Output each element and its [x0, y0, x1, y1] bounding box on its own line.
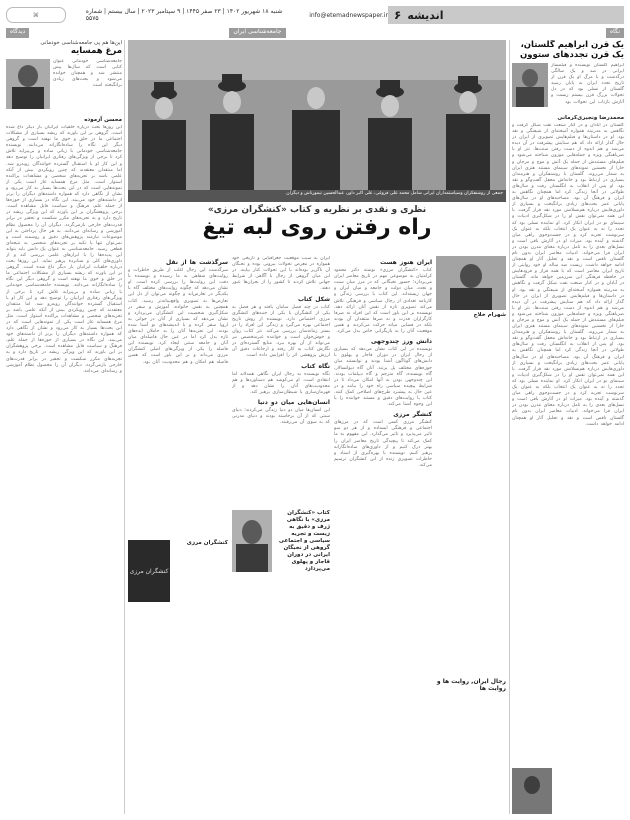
historical-group-photo	[128, 40, 506, 192]
email-link[interactable]: info@etemadnewspaper.ir	[309, 11, 388, 19]
page-number: ۶	[393, 8, 402, 22]
newspaper-logo: ⌘	[6, 7, 66, 23]
tag-right: نگاه	[606, 28, 624, 38]
scholar-photo	[232, 510, 272, 572]
book-quote	[173, 540, 228, 602]
date-line: شنبه ۱۸ شهریور ۱۴۰۲ | ۲۳ صفر ۱۴۴۵ | ۹ سپتامبر ۲۰۲۳ | سال بیستم | شماره ۵۵۷۵	[85, 8, 283, 22]
main-article	[128, 40, 506, 814]
right-author: محمدرضا ونجیری‌کرمانی	[557, 115, 624, 121]
article-text: ابراهیم گلستان نویسنده و فیلمساز ایرانی در صد و یک سالگی درگذشت و با مرگ او یک قرن از تاریخ تجدد ایران به پایان رسید گلستان از نسلی بود که در دل تحولات بزرگ قرن بیستم زیست و آثارش بازتاب این تحولات بود	[551, 63, 624, 105]
photo-caption: جمعی از روشنفکران وسیاستمداران ایرانی شامل محمد علی فروغی، علی اکبر داور، عبدالحسین تیمورتاش و دیگران	[128, 190, 506, 202]
section-banner	[388, 6, 624, 24]
left-column	[6, 40, 122, 814]
subheading: انسان‌هایی میان دو دنیا	[257, 398, 330, 406]
column-divider	[124, 40, 125, 814]
tag-middle: جامعه‌شناسی ایران	[229, 28, 285, 38]
main-headline: راه رفتن روی لبه تیغ	[202, 215, 432, 240]
main-author: شهرام خلاج	[473, 312, 506, 318]
section-title: اندیشه	[407, 8, 444, 22]
main-photo	[128, 40, 506, 202]
article-text: گلستان در آبادان و در کنار صنعت نفت شکل گرفت و نگاهش به مدرنیته همواره آمیخته‌ای از شیفتگی و نقد بود. او در داستان‌ها و فیلم‌هایش تصویری از ایران در حال گذار ارائه داد که هم ستایش پیشرفت در آن دیده می‌شد و هم اندوه از دست رفتن سنت‌ها. نثر او با ضرباهنگی ویژه و جمله‌هایی موزون شناخته می‌شود و فیلم‌های مستندش از جمله یک آتش و موج و مرجان و خارا از نخستین نمونه‌های سینمای مستند هنری ایران به شمار می‌روند. گلستان با روشنفکران و هنرمندان بسیاری در ارتباط بود و خانه‌اش محفل گفت‌وگو و نقد بود. او پس از انقلاب به انگلستان رفت و سال‌های طولانی در آنجا زندگی کرد اما همچنان نگاهش به ایران و فرهنگ آن بود. مصاحبه‌های او در سال‌های پایانی عمر بحث‌های زیادی برانگیخت و بسیاری از داوری‌هایش درباره هم‌نسلانش مورد نقد قرار گرفت. با این همه نمی‌توان نقش او را در شکل‌گیری ادبیات و سینمای نو در ایران انکار کرد. او نماینده نسلی بود که تجدد را نه به عنوان یک انتخاب بلکه به عنوان یک سرنوشت تجربه کرد و در جست‌وجوی راهی میان گذشته و آینده بود. میراث او در آثارش باقی است و نسل‌های بعدی را به تامل درباره معنای مدرن بودن در ایران فرا می‌خواند. ادبیات معاصر ایران بدون نام گلستان ناقص است و نقد و تحلیل آثار او همچنان ادامه خواهد داشت. زیست صد ساله او خود روایتی از تاریخ ایران معاصر است که با همه فراز و فرودهایش در حافظه فرهنگی این سرزمین خواهد ماند. گلستان در آبادان و در کنار صنعت نفت شکل گرفت و نگاهش به مدرنیته همواره آمیخته‌ای از شیفتگی و نقد بود. او در داستان‌ها و فیلم‌هایش تصویری از ایران در حال گذار ارائه داد که هم ستایش پیشرفت در آن دیده می‌شد و هم اندوه از دست رفتن سنت‌ها. نثر او با ضرباهنگی ویژه و جمله‌هایی موزون شناخته می‌شود و فیلم‌های مستندش از جمله یک آتش و موج و مرجان و خارا از نخستین نمونه‌های سینمای مستند هنری ایران به شمار می‌روند. گلستان با روشنفکران و هنرمندان بسیاری در ارتباط بود و خانه‌اش محفل گفت‌وگو و نقد بود. او پس از انقلاب به انگلستان رفت و سال‌های طولانی در آنجا زندگی کرد اما همچنان نگاهش به ایران و فرهنگ آن بود. مصاحبه‌های او در سال‌های پایانی عمر بحث‌های زیادی برانگیخت و بسیاری از داوری‌هایش درباره هم‌نسلانش مورد نقد قرار گرفت. با این همه نمی‌توان نقش او را در شکل‌گیری ادبیات و سینمای نو در ایران انکار کرد. او نماینده نسلی بود که تجدد را نه به عنوان یک انتخاب بلکه به عنوان یک سرنوشت تجربه کرد و در جست‌وجوی راهی میان گذشته و آینده بود. میراث او در آثارش باقی است و نسل‌های بعدی را به تامل درباره معنای مدرن بودن در ایران فرا می‌خواند. ادبیات معاصر ایران بدون نام گلستان ناقص است و نقد و تحلیل آثار او همچنان ادامه خواهد داشت.	[512, 123, 624, 427]
article-text: این روزها بحث درباره خلقیات ایرانیان بار دیگر داغ شده است. گروهی بر این باورند که ریشه بسیاری از مشکلات اجتماعی ما در خلق و خوی ما نهفته است و گروهی دیگر این نگاه را ساده‌انگارانه می‌دانند. نویسنده جامعه‌شناسی خودمانی با زبانی ساده و بی‌پیرایه تلاش کرد تا برخی از ویژگی‌های رفتاری ایرانیان را توضیح دهد و این کار او با استقبال گسترده خوانندگان روبه‌رو شد. اما منتقدان معتقدند که چنین رویکردی بیش از آنکه علمی باشد بر تجربه‌های شخصی و مشاهدات پراکنده استوار است. مثل مرغ همسایه غاز است یکی از نمونه‌هایی است که در این بحث‌ها بسیار به کار می‌رود و نشان از نگاهی دارد که همواره داشته‌های دیگران را برتر از داشته‌های خود می‌بیند. این نگاه در بسیاری از حوزه‌ها از جمله علم، فرهنگ و سیاست قابل مشاهده است. برخی پژوهشگران بر این باورند که این ویژگی ریشه در تاریخ دارد و به تجربه‌های مکرر شکست و تحقیر در برابر قدرت‌های خارجی بازمی‌گردد. دیگران آن را محصول نظام آموزشی و رسانه‌ای می‌دانند. به هر حال پرداختن به این موضوعات نیازمند پژوهش‌های دقیق و روشمند است و نمی‌توان تنها با تکیه بر تجربه‌های شخصی به نتیجه‌ای قطعی رسید. جامعه‌شناسی به عنوان یک دانش باید بتواند این پدیده‌ها را با ابزارهای علمی بررسی کند و از داوری‌های کلی و شتابزده پرهیز نماید. این روزها بحث درباره خلقیات ایرانیان بار دیگر داغ شده است. گروهی بر این باورند که ریشه بسیاری از مشکلات اجتماعی ما در خلق و خوی ما نهفته است و گروهی دیگر این نگاه را ساده‌انگارانه می‌دانند. نویسنده جامعه‌شناسی خودمانی با زبانی ساده و بی‌پیرایه تلاش کرد تا برخی از ویژگی‌های رفتاری ایرانیان را توضیح دهد و این کار او با استقبال گسترده خوانندگان روبه‌رو شد. اما منتقدان معتقدند که چنین رویکردی بیش از آنکه علمی باشد بر تجربه‌های شخصی و مشاهدات پراکنده استوار است. مثل مرغ همسایه غاز است یکی از نمونه‌هایی است که در این بحث‌ها بسیار به کار می‌رود و نشان از نگاهی دارد که همواره داشته‌های دیگران را برتر از داشته‌های خود می‌بیند. این نگاه در بسیاری از حوزه‌ها از جمله علم، فرهنگ و سیاست قابل مشاهده است. برخی پژوهشگران بر این باورند که این ویژگی ریشه در تاریخ دارد و به تجربه‌های مکرر شکست و تحقیر در برابر قدرت‌های خارجی بازمی‌گردد. دیگران آن را محصول نظام آموزشی و رسانه‌ای می‌دانند.	[6, 125, 122, 374]
book-quote-title: کنشگران مرزی	[186, 540, 228, 546]
columnist-photo	[6, 59, 50, 109]
bottom-photo	[512, 768, 552, 814]
article-text: جامعه‌شناسی خودمانی عنوان کتابی است که سال‌ها پیش منتشر شد و همچنان خوانده می‌شود و بحث‌های زیادی برانگیخته است	[53, 59, 122, 89]
right-headline: یک قرن ابراهیم گلستان، یک قرن تجدد‌های ستوون	[519, 40, 624, 60]
author-portrait	[436, 256, 506, 310]
book-cover-title: کنشگران مرزی	[129, 567, 169, 575]
subheading: کنشگر مرزی	[393, 411, 432, 419]
subheading: دانش ورز چندوجهی	[370, 338, 432, 346]
tag-bar	[6, 28, 624, 38]
subheading: شکل کتاب	[297, 295, 330, 303]
page-header	[6, 4, 624, 26]
article-text: ایران هنوز هست کتاب «کنشگران مرزی» نوشته دکتر محمود کرامتیان به موضوعی مهم در تاریخ معاصر ایران می‌پردازد؛ حضور نخبگانی که در مرز میان سنت و تجدد، میان دولت و جامعه و میان ایران و جهان زیسته‌اند. این کتاب با بررسی زندگی و کارنامه تعدادی از رجال سیاسی و فرهنگی تلاش می‌کند تصویری تازه از نقش آنان ارائه دهد. نویسنده بر این باور است که این افراد نه صرفا کارگزاران قدرت و نه صرفا منتقدان آن بودند بلکه در فضایی میانه حرکت می‌کردند و همین موقعیت آنان را به بازیگرانی خاص بدل می‌کرد. دانش ورز چندوجهی نویسنده در این کتاب نشان می‌دهد که بسیاری از رجال ایران در دوران قاجار و پهلوی با دانش‌های گوناگون آشنا بودند و توانستند میان حوزه‌های مختلف پل بزنند. آنان گاه دیوانسالار، گاه نویسنده، گاه مترجم و گاه دیپلمات بودند. این چندوجهی بودن به آنها امکان می‌داد تا در شرایط پیچیده سیاسی راه خود را بیابند و در عین حال به پیشبرد طرح‌های اصلاحی کمک کنند. کتاب با روایت‌های دقیق و مستند خواننده را با این وجوه آشنا می‌کند. کنشگر مرزی کنشگر مرزی کسی است که در مرزهای اجتماعی و فرهنگی ایستاده و از هر دو سو تاثیر می‌پذیرد و تاثیر می‌گذارد. این مفهوم به ما کمک می‌کند تا پیچیدگی تاریخ معاصر ایران را بهتر درک کنیم و از داوری‌های ساده‌انگارانه پرهیز کنیم. نویسنده با بهره‌گیری از اسناد و خاطرات تصویری زنده از این کنشگران ترسیم می‌کند.	[334, 259, 432, 468]
left-headline: مرغ همسایه	[70, 46, 122, 56]
tag-left: دیدگاه	[6, 28, 29, 38]
article-text: ایران به سبب موقعیت جغرافیایی و تاریخی خود همواره در معرض تحولات بیرونی بوده و نخبگان آن ناگزیر بوده‌اند با این تحولات کنار بیایند. در این میان گروهی از رجال با آگاهی از شرایط جهانی تلاش کردند تا کشور را از بحران‌ها عبور دهند. شکل کتاب کتاب در چند فصل سامان یافته و هر فصل به یکی از کنشگران یا یکی از جنبه‌های کنشگری مرزی اختصاص دارد. نویسنده از روش تاریخ اجتماعی بهره می‌گیرد و زندگی این افراد را در بستر زمانه‌شان بررسی می‌کند. نثر کتاب روان و خوش‌خوان است و خواننده غیرمتخصص نیز می‌تواند از آن بهره ببرد. منابع گسترده‌ای در نگارش کتاب به کار رفته و ارجاعات دقیق آن ارزش پژوهشی اثر را افزایش داده است. نگاه کتاب نگاه نویسنده به رجال ایران نگاهی همدلانه اما انتقادی است. او می‌کوشد هم دستاوردها و هم محدودیت‌های آنان را نشان دهد و از قهرمان‌سازی یا شیطان‌سازی پرهیز کند. انسان‌هایی میان دو دنیا این انسان‌ها میان دو دنیا زندگی می‌کردند؛ دنیای سنتی که از آن برخاسته بودند و دنیای مدرنی که به سوی آن می‌رفتند.	[232, 256, 330, 426]
left-kicker: این‌ها هم پی جامعه‌شناسی خودمانی	[40, 40, 122, 46]
right-column	[512, 40, 624, 814]
author-photo	[512, 63, 548, 107]
subheading: نگاه کتاب	[301, 362, 330, 370]
pullquote: کتاب «کنشگران مرزی» با نگاهی ژرف و دقیق به زیست و تجربه سیاسی و اجتماعی گروهی از نخبگان ایرانی در دوران قاجار و پهلوی می‌پردازد	[278, 510, 330, 572]
column-divider	[509, 40, 510, 814]
subheading: ایران هنوز هست	[380, 259, 432, 266]
book-cover	[128, 540, 170, 602]
article-text: سرگذشت ها از نقل سرگذشت این رجال اغلب از طریق خاطرات و روایت‌های شفاهی به ما رسیده و نویسنده با دقت این روایت‌ها را بررسی کرده است. او نشان می‌دهد که چگونه روایت‌های مختلف گاه با یکدیگر در تعارض‌اند و چگونه می‌توان از دل این تعارض‌ها به تصویری واقع‌بینانه‌تر رسید. کتاب همچنین به نقش خانواده، آموزش و سفر در شکل‌گیری شخصیت این کنشگران می‌پردازد و نشان می‌دهد که بسیاری از آنان در جوانی به اروپا سفر کرده و با اندیشه‌های نو آشنا شده بودند. این تجربه‌ها آنان را به حاملان ایده‌های تازه بدل کرد اما در عین حال فاصله‌ای میان آنان و جامعه سنتی ایجاد کرد. نویسنده این فاصله را یکی از ویژگی‌های اصلی کنشگران مرزی می‌داند و بر این باور است که همین فاصله هم امکان و هم محدودیت آنان بود.	[128, 259, 228, 365]
main-kicker: نظری و نقدی بر نظریه و کتاب «کنشگران مرزی»	[207, 205, 427, 215]
subheading: رجال ایران, روایت ها و روایت ها	[436, 678, 506, 692]
subheading: سرگذشت ها از نقل	[166, 259, 228, 266]
left-author: محسن آزموده	[84, 117, 122, 123]
